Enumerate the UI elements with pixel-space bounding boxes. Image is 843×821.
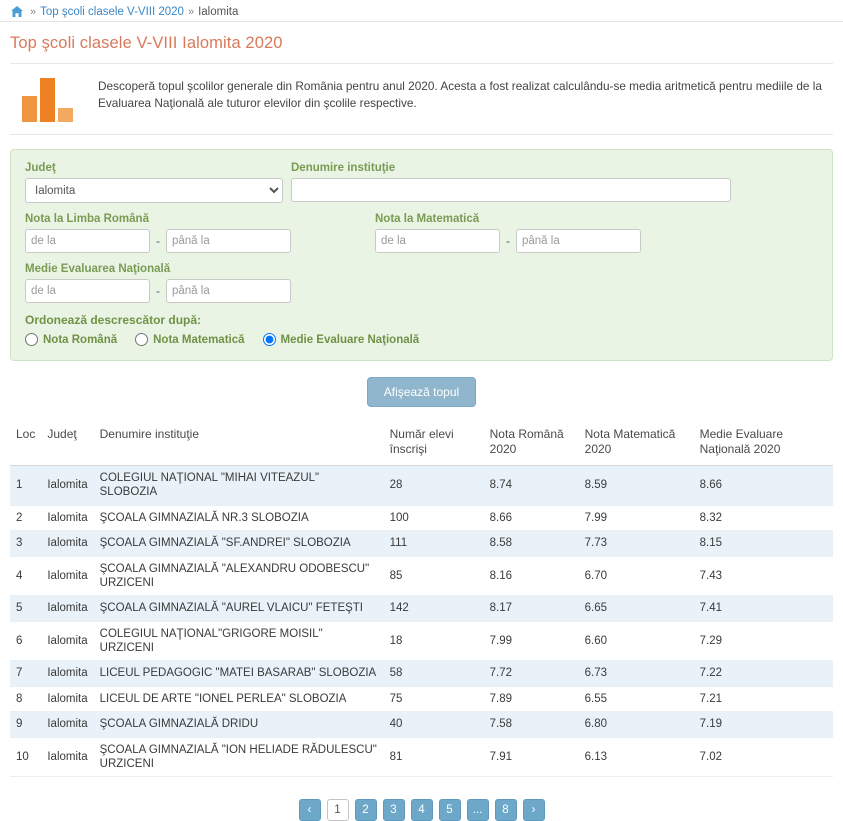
cell-matematica: 8.59 bbox=[579, 466, 694, 506]
pagination-page-3[interactable]: 3 bbox=[383, 799, 405, 821]
cell-judet: Ialomita bbox=[41, 596, 93, 621]
cell-loc: 7 bbox=[10, 661, 41, 686]
order-radio-nota-romana[interactable] bbox=[25, 333, 38, 346]
header-loc: Loc bbox=[10, 423, 41, 466]
medie-evaluare-group bbox=[25, 263, 375, 303]
cell-medie: 7.29 bbox=[694, 621, 833, 661]
cell-romana: 7.91 bbox=[484, 737, 579, 777]
cell-loc: 2 bbox=[10, 505, 41, 530]
medie-dash: - bbox=[156, 284, 160, 298]
cell-matematica: 6.13 bbox=[579, 737, 694, 777]
nota-romana-dash: - bbox=[156, 234, 160, 248]
table-row bbox=[10, 505, 833, 530]
order-option-nota-romana[interactable] bbox=[25, 333, 117, 346]
cell-loc: 4 bbox=[10, 556, 41, 596]
breadcrumb-separator-1: » bbox=[30, 5, 37, 18]
pagination bbox=[0, 799, 843, 821]
order-option-medie-evaluare-label[interactable]: Medie Evaluare Naţională bbox=[280, 333, 420, 346]
nota-matematica-from-input[interactable] bbox=[375, 229, 500, 253]
pagination-prev[interactable]: ‹ bbox=[299, 799, 321, 821]
nota-romana-to-input[interactable] bbox=[166, 229, 291, 253]
cell-romana: 7.72 bbox=[484, 661, 579, 686]
pagination-next[interactable]: › bbox=[523, 799, 545, 821]
cell-medie: 7.22 bbox=[694, 661, 833, 686]
cell-romana: 8.58 bbox=[484, 531, 579, 556]
denumire-input[interactable] bbox=[291, 178, 731, 202]
cell-elevi: 18 bbox=[384, 621, 484, 661]
cell-elevi: 100 bbox=[384, 505, 484, 530]
cell-medie: 7.41 bbox=[694, 596, 833, 621]
header-denumire: Denumire instituţie bbox=[94, 423, 384, 466]
header-nota-romana: Nota Română 2020 bbox=[484, 423, 579, 466]
cell-matematica: 7.73 bbox=[579, 531, 694, 556]
medie-to-input[interactable] bbox=[166, 279, 291, 303]
cell-denumire: ŞCOALA GIMNAZIALĂ DRIDU bbox=[94, 712, 384, 737]
judet-select[interactable] bbox=[25, 178, 283, 203]
cell-denumire: ŞCOALA GIMNAZIALĂ "ION HELIADE RĂDULESCU" URZICENI bbox=[94, 737, 384, 777]
cell-matematica: 6.60 bbox=[579, 621, 694, 661]
cell-medie: 7.43 bbox=[694, 556, 833, 596]
header-nota-matematica: Nota Matematică 2020 bbox=[579, 423, 694, 466]
cell-loc: 10 bbox=[10, 737, 41, 777]
cell-elevi: 40 bbox=[384, 712, 484, 737]
cell-elevi: 81 bbox=[384, 737, 484, 777]
table-header-row bbox=[10, 423, 833, 466]
nota-matematica-dash: - bbox=[506, 234, 510, 248]
cell-romana: 8.66 bbox=[484, 505, 579, 530]
nota-matematica-group bbox=[375, 213, 725, 253]
cell-denumire: COLEGIUL NAŢIONAL "MIHAI VITEAZUL" SLOBOZIA bbox=[94, 466, 384, 506]
cell-denumire: ŞCOALA GIMNAZIALĂ "AUREL VLAICU" FETEŞTI bbox=[94, 596, 384, 621]
table-row bbox=[10, 596, 833, 621]
order-radio-nota-matematica[interactable] bbox=[135, 333, 148, 346]
intro-text: Descoperă topul şcolilor generale din România pentru anul 2020. Acesta a fost realizat calculându-se media aritmetică pentru mediile de la Evaluarea Naţională ale tuturor elevilor din şcolile respective. bbox=[98, 79, 822, 111]
cell-denumire: COLEGIUL NAŢIONAL"GRIGORE MOISIL" URZICENI bbox=[94, 621, 384, 661]
cell-loc: 8 bbox=[10, 686, 41, 711]
cell-judet: Ialomita bbox=[41, 712, 93, 737]
pagination-ellipsis: ... bbox=[467, 799, 489, 821]
breadcrumb-current: Ialomita bbox=[198, 5, 239, 18]
cell-judet: Ialomita bbox=[41, 505, 93, 530]
cell-denumire: ŞCOALA GIMNAZIALĂ "SF.ANDREI" SLOBOZIA bbox=[94, 531, 384, 556]
cell-denumire: ŞCOALA GIMNAZIALĂ NR.3 SLOBOZIA bbox=[94, 505, 384, 530]
filter-row-2 bbox=[25, 213, 818, 253]
header-numar-elevi: Număr elevi înscrişi bbox=[384, 423, 484, 466]
cell-matematica: 7.99 bbox=[579, 505, 694, 530]
order-option-nota-matematica[interactable] bbox=[135, 333, 244, 346]
denumire-label: Denumire instituţie bbox=[291, 162, 396, 174]
cell-matematica: 6.73 bbox=[579, 661, 694, 686]
cell-elevi: 142 bbox=[384, 596, 484, 621]
cell-elevi: 85 bbox=[384, 556, 484, 596]
cell-judet: Ialomita bbox=[41, 686, 93, 711]
table-row bbox=[10, 686, 833, 711]
cell-romana: 7.58 bbox=[484, 712, 579, 737]
breadcrumb bbox=[0, 0, 843, 22]
order-option-nota-matematica-label[interactable]: Nota Matematică bbox=[153, 333, 245, 346]
header-medie-evaluare: Medie Evaluare Naţională 2020 bbox=[694, 423, 833, 466]
table-row bbox=[10, 466, 833, 506]
cell-elevi: 28 bbox=[384, 466, 484, 506]
table-row bbox=[10, 621, 833, 661]
judet-field-group bbox=[25, 162, 283, 203]
cell-loc: 3 bbox=[10, 531, 41, 556]
cell-romana: 8.16 bbox=[484, 556, 579, 596]
table-row bbox=[10, 556, 833, 596]
denumire-field-group bbox=[291, 162, 731, 203]
order-radio-medie-evaluare[interactable] bbox=[263, 333, 276, 346]
cell-romana: 7.89 bbox=[484, 686, 579, 711]
cell-medie: 8.15 bbox=[694, 531, 833, 556]
cell-denumire: LICEUL DE ARTE "IONEL PERLEA" SLOBOZIA bbox=[94, 686, 384, 711]
table-row bbox=[10, 712, 833, 737]
cell-matematica: 6.65 bbox=[579, 596, 694, 621]
cell-medie: 7.19 bbox=[694, 712, 833, 737]
cell-denumire: ŞCOALA GIMNAZIALĂ "ALEXANDRU ODOBESCU" URZICENI bbox=[94, 556, 384, 596]
cell-romana: 8.17 bbox=[484, 596, 579, 621]
filter-row-1 bbox=[25, 162, 818, 203]
cell-judet: Ialomita bbox=[41, 531, 93, 556]
medie-from-input[interactable] bbox=[25, 279, 150, 303]
cell-loc: 1 bbox=[10, 466, 41, 506]
order-option-nota-romana-label[interactable]: Nota Română bbox=[43, 333, 118, 346]
cell-judet: Ialomita bbox=[41, 556, 93, 596]
cell-elevi: 58 bbox=[384, 661, 484, 686]
cell-medie: 7.02 bbox=[694, 737, 833, 777]
cell-loc: 5 bbox=[10, 596, 41, 621]
cell-medie: 8.32 bbox=[694, 505, 833, 530]
pagination-page-5[interactable]: 5 bbox=[439, 799, 461, 821]
cell-elevi: 75 bbox=[384, 686, 484, 711]
nota-matematica-label: Nota la Matematică bbox=[375, 213, 480, 225]
pagination-page-2[interactable]: 2 bbox=[355, 799, 377, 821]
cell-matematica: 6.70 bbox=[579, 556, 694, 596]
cell-loc: 9 bbox=[10, 712, 41, 737]
judet-label: Judeţ bbox=[25, 162, 56, 174]
cell-medie: 7.21 bbox=[694, 686, 833, 711]
cell-matematica: 6.80 bbox=[579, 712, 694, 737]
cell-denumire: LICEUL PEDAGOGIC "MATEI BASARAB" SLOBOZIA bbox=[94, 661, 384, 686]
results-table-body bbox=[10, 466, 833, 777]
cell-loc: 6 bbox=[10, 621, 41, 661]
table-row bbox=[10, 531, 833, 556]
cell-medie: 8.66 bbox=[694, 466, 833, 506]
pagination-page-1[interactable]: 1 bbox=[327, 799, 349, 821]
nota-romana-label: Nota la Limba Română bbox=[25, 213, 149, 225]
show-top-button[interactable]: Afişează topul bbox=[367, 377, 476, 407]
results-table-head bbox=[10, 423, 833, 466]
cell-elevi: 111 bbox=[384, 531, 484, 556]
results-table bbox=[10, 423, 833, 777]
submit-row bbox=[0, 377, 843, 407]
table-row bbox=[10, 661, 833, 686]
pagination-page-8[interactable]: 8 bbox=[495, 799, 517, 821]
cell-judet: Ialomita bbox=[41, 661, 93, 686]
bar-chart-icon bbox=[22, 78, 84, 122]
cell-romana: 8.74 bbox=[484, 466, 579, 506]
nota-matematica-to-input[interactable] bbox=[516, 229, 641, 253]
order-by-label: Ordonează descrescător după: bbox=[25, 313, 202, 327]
order-by-radio-group bbox=[25, 333, 818, 346]
cell-judet: Ialomita bbox=[41, 737, 93, 777]
filter-row-3 bbox=[25, 263, 818, 303]
order-option-medie-evaluare[interactable] bbox=[263, 333, 420, 346]
table-row bbox=[10, 737, 833, 777]
home-icon[interactable] bbox=[10, 5, 24, 18]
results-table-wrapper bbox=[10, 423, 833, 777]
nota-romana-group bbox=[25, 213, 375, 253]
pagination-page-4[interactable]: 4 bbox=[411, 799, 433, 821]
breadcrumb-separator-2: » bbox=[187, 5, 195, 18]
nota-romana-from-input[interactable] bbox=[25, 229, 150, 253]
cell-matematica: 6.55 bbox=[579, 686, 694, 711]
header-judet: Judeţ bbox=[41, 423, 93, 466]
filter-panel bbox=[10, 149, 833, 361]
page-title: Top şcoli clasele V-VIII Ialomita 2020 bbox=[10, 34, 283, 52]
intro-banner bbox=[10, 63, 833, 135]
cell-romana: 7.99 bbox=[484, 621, 579, 661]
breadcrumb-link-top-scoli[interactable]: Top şcoli clasele V-VIII 2020 bbox=[40, 5, 184, 18]
cell-judet: Ialomita bbox=[41, 466, 93, 506]
cell-judet: Ialomita bbox=[41, 621, 93, 661]
medie-evaluare-label: Medie Evaluarea Naţională bbox=[25, 263, 171, 275]
